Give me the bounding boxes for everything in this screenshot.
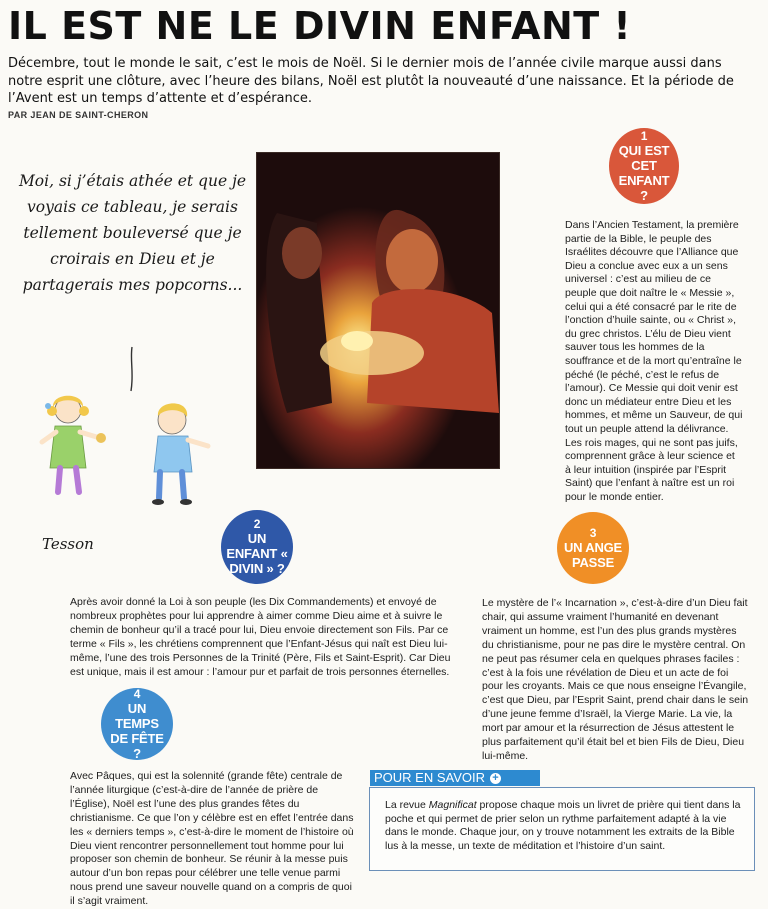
section-3-title: UN ANGE PASSE (563, 539, 623, 570)
article-lead: Décembre, tout le monde le sait, c’est le mois de Noël. Si le dernier mois de l’année civile marque aussi dans notre esprit une clôture, avec l’heure des bilans, Noël est plutôt la nouveauté d’une naissance. Et la période de l’Avent est un temps d’attente et d’espérance. (8, 56, 734, 106)
section-2-text: Après avoir donné la Loi à son peuple (les Dix Commandements) et envoyé de nombreux prophètes pour lui apprendre à aimer comme Dieu aime et à suivre le chemin de bonheur qu’il a tracé pour lui, Dieu envoie directement son Fils. Par ce terme « Fils », les chrétiens comprennent que l’Enfant-Jésus qui naît est Dieu lui-même, l’une des trois Personnes de la Trinité (Père, Fils et Saint-Esprit). Car Dieu est unique, mais il est amour : l’amour pur et parfait de trois personnes éternelles. (70, 596, 451, 678)
savoir-text-before: La revue (385, 799, 429, 811)
girl-figure (42, 396, 106, 492)
section-3-text: Le mystère de l’« Incarnation », c’est-à-dire d’un Dieu fait chair, qui assume vraiment l’humanité en devenant vraiment un homme, est l’un des plus grands mystères du christianisme, pour ne pas dire le mystère central. On ne peut pas résumer cela en quelques phrases faciles : c’est à la fois une révélation de Dieu et un acte de foi pour les croyants. Mais ce que nous enseigne l’Évangile, c’est que Dieu, par l’Esprit Saint, prend chair dans le sein d’une jeune femme d’Israël, la Vierge Marie. La vie, la mort par amour et la résurrection de Jésus attestent le plus parfaitement qu’il était bel et bien Fils de Dieu, Dieu lui-même. (482, 597, 749, 762)
section-3-badge (557, 512, 629, 584)
nativity-painting (257, 153, 499, 468)
pour-en-savoir-header (370, 770, 540, 786)
section-1-number: 1 (640, 128, 648, 143)
section-1-badge (609, 128, 679, 204)
cartoon-speech: Moi, si j’étais athée et que je voyais ce tableau, je serais tellement bouleversé que je croirais en Dieu et je partagerais mes popcorns... (18, 172, 247, 294)
plus-circle-icon: + (490, 773, 501, 784)
article-title: IL EST NE LE DIVIN ENFANT ! (8, 4, 632, 48)
cartoonist-signature: Tesson (42, 535, 94, 553)
section-4-text: Avec Pâques, qui est la solennité (grande fête) centrale de l’année liturgique (c’est-à-dire de l’année de prière de l’Église), Noël est l’une des plus grandes fêtes du christianisme. Ce que l’on y célèbre est en effet l’entrée dans les « derniers temps », c’est-à-dire le moment de l’histoire où Dieu vient rencontrer personnellement tout homme pour lui proposer son chemin de bonheur. Se réunir à la messe puis autour d’un bon repas pour célébrer une telle venue parmi nous prend une saveur nouvelle quand on a compris de quoi il s’agit vraiment. (70, 770, 354, 908)
pour-en-savoir-heading: POUR EN SAVOIR (374, 770, 486, 785)
section-4-badge (101, 688, 173, 760)
magazine-name: Magnificat (428, 799, 477, 811)
pour-en-savoir-text (385, 799, 743, 853)
section-4-number: 4 (133, 686, 141, 701)
byline: PAR JEAN DE SAINT-CHERON (8, 110, 149, 120)
savoir-text-after: propose chaque mois un livret de prière qui tient dans la poche et qui permet de prier selon un rythme parfaitement adapté à la vie dans le monde. Chaque jour, on y trouve notamment les extraits de la Bible lus à la messe, un texte de méditation et l’histoire d’un saint. (385, 799, 741, 852)
boy-figure (152, 403, 208, 505)
section-1-title: QUI EST CET ENFANT ? (618, 142, 670, 203)
section-2-badge (221, 510, 293, 584)
section-4-title: UN TEMPS DE FÊTE ? (110, 700, 164, 761)
section-3-number: 3 (589, 525, 597, 540)
section-2-title: UN ENFANT « DIVIN » ? (226, 531, 288, 576)
cartoon-children-illustration (22, 380, 227, 515)
section-1-text: Dans l’Ancien Testament, la première partie de la Bible, le peuple des Israélites découvre que l’Alliance que Dieu a conclue avec eux a un sens universel : c’est au milieu de ce peuple que doit naître le « Messie », celui qui a été consacré par le rite de l’onction d’huile sainte, ou « Christ », du grec christos. L’élu de Dieu vient sauver tous les hommes de la souffrance et de la mort qu’entraîne le péché (le péché, c’est le refus de l’amour). Ce Messie qui doit venir est donc un médiateur entre Dieu et les hommes, et même un Sauveur, de qui tout un peuple attend la délivrance. Les rois mages, qui ne sont pas juifs, comprennent grâce à leur science et à leur intuition (inspirée par l’Esprit Saint) que l’enfant à naître est un roi pour le monde entier. (565, 219, 743, 503)
section-2-number: 2 (253, 517, 261, 531)
